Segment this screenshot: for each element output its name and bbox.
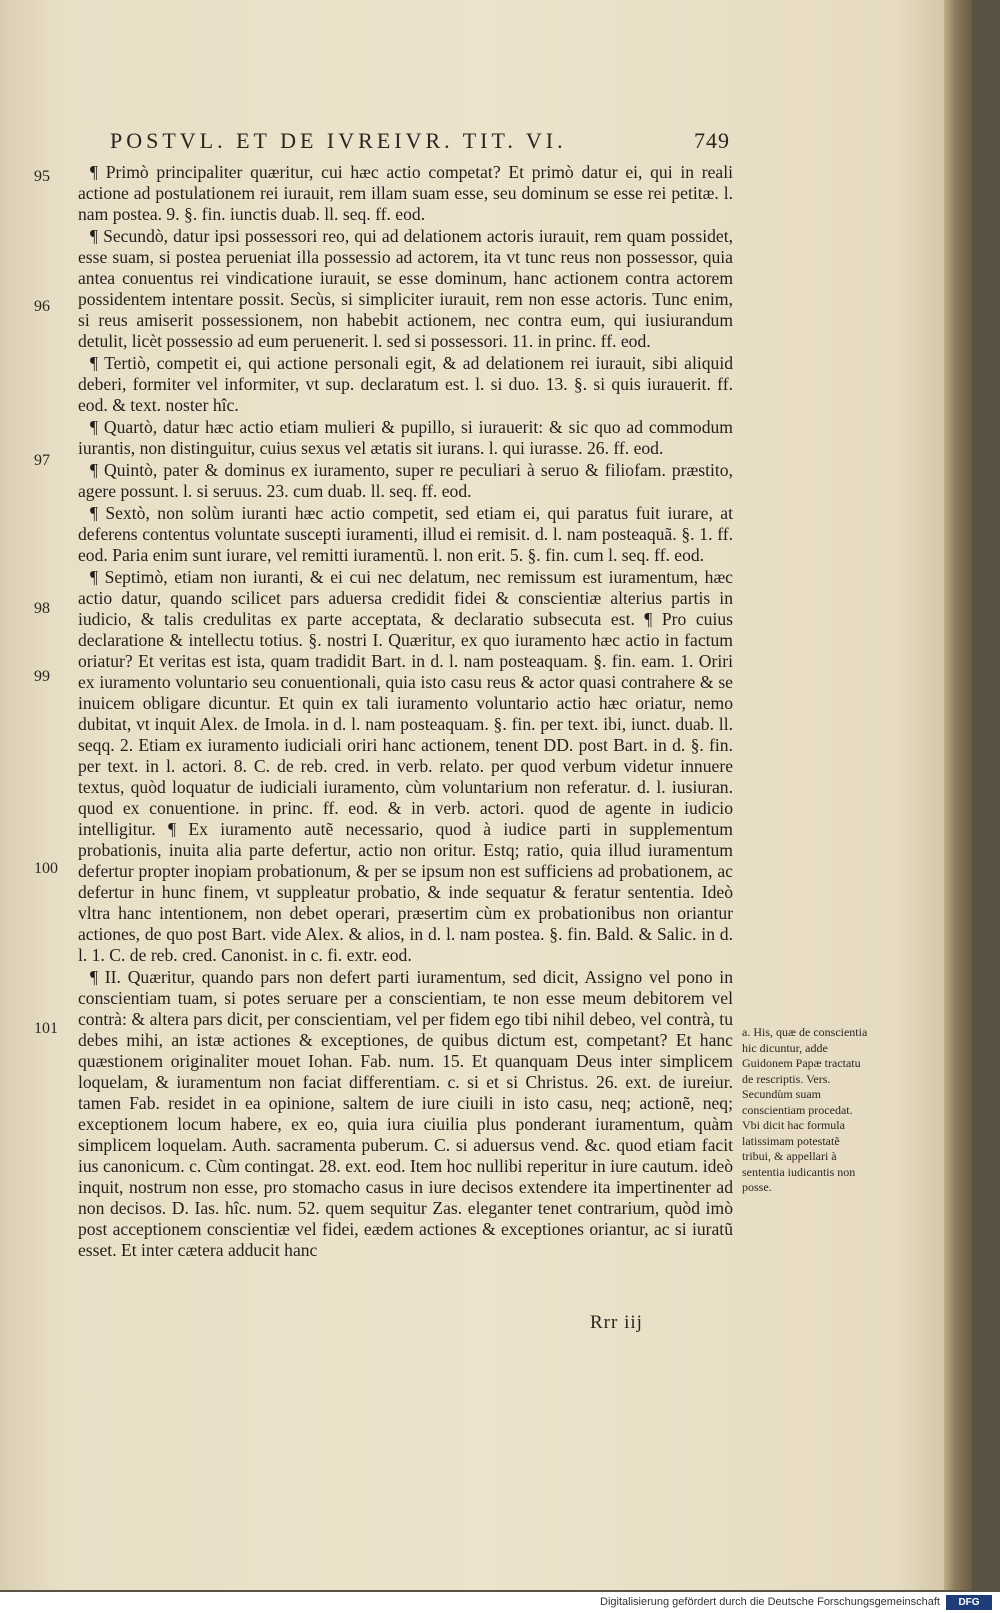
- margin-number: 96: [34, 298, 50, 315]
- margin-number: 95: [34, 168, 50, 185]
- margin-number: 98: [34, 600, 50, 617]
- paragraph: ¶ Tertiò, competit ei, qui actione personali egit, & ad delationem rei iurauit, sibi aliquid deberi, formiter vel informiter, vt sup. declaratum est. l. si duo. 13. §. si quis iurauerit. ff. eod. & text. noster hîc.: [78, 353, 733, 415]
- running-head-title: POSTVL. ET DE IVREIVR. TIT. VI.: [110, 128, 567, 153]
- page-edge: [944, 0, 972, 1590]
- margin-number: 99: [34, 668, 50, 685]
- paragraph: ¶ Primò principaliter quæritur, cui hæc actio competat? Et primò datur ei, qui in reali actione ad postulationem rei iurauit, rem illam suam esse, seu dominum se esse rei petitæ. l. nam postea. 9. §. fin. iunctis duab. ll. seq. ff. eod.: [78, 162, 733, 224]
- footer-bar: [0, 1592, 1000, 1613]
- signature-mark: Rrr iij: [590, 1312, 643, 1333]
- folio-number: 749: [694, 128, 730, 153]
- paragraph: ¶ Quartò, datur hæc actio etiam mulieri & pupillo, si iurauerit: & sic quo ad commodum iurantis, non distinguitur, cuius sexus vel ætatis sit iurans. l. qui iurasse. 26. ff. eod.: [78, 417, 733, 458]
- paragraph: ¶ Secundò, datur ipsi possessori reo, qui ad delationem actoris iurauit, rem quam possidet, esse suam, si postea perueniat illa possessio ad actorem, ita vt tunc reus non possessor, quia antea conuentus rei vindicatione iurauit, se esse dominum, hanc actionem contra actorem possidentem intentare possit. Secùs, si simpliciter iurauit, rem non esse actoris. Tunc enim, si reus amiserit possessionem, non habebit actionem, nec contra eum, qui iusiurandum detulit, licèt possessio ad eum peruenerit. l. sed si possessori. 11. in princ. ff. eod.: [78, 226, 733, 351]
- main-text: [78, 162, 733, 1262]
- margin-number: 101: [34, 1020, 58, 1037]
- running-head: [110, 128, 730, 154]
- footer-credit: Digitalisierung gefördert durch die Deutsche Forschungsgemeinschaft: [600, 1596, 940, 1608]
- margin-number: 100: [34, 860, 58, 877]
- paragraph: ¶ Septimò, etiam non iuranti, & ei cui nec delatum, nec remissum est iuramentum, hæc actio datur, quando scilicet pars aduersa credidit fidei & conscientiæ alterius partis in iudicio, & talis credulitas ex parte acceptata, & declaratio subsecuta est. ¶ Pro cuius declaratione & intellectu totius. §. nostri I. Quæritur, ex quo iuramento hæc actio in factum oriatur? Et veritas est ista, quam tradidit Bart. in d. l. nam posteaquam. §. fin. eam. 1. Oriri ex iuramento voluntario seu conuentionali, quia isto casu reus & actor quasi contrahere & se inuicem obligare dicuntur. Et quin ex tali iuramento voluntario actio hæc oriatur, nemo dubitat, vt inquit Alex. de Imola. in d. l. nam posteaquam. §. fin. per text. ibi, iunct. duab. ll. seqq. 2. Etiam ex iuramento iudiciali oriri hanc actionem, tenent DD. post Bart. in d. §. fin. per text. in l. actori. 8. C. de reb. cred. in verb. relato. per quod verbum videtur innuere textus, quòd loquatur de iudiciali iuramento, cùm voluntarium non referatur. d. l. iusiuran. quod ex conuentione. in princ. ff. eod. & in verb. actori. quod de agente in iudicio intelligitur. ¶ Ex iuramento autẽ necessario, quod à iudice parti in supplementum probationis, inuita alia parte defertur, actio non oritur. Estq; ratio, quia illud iuramentum defertur propter inopiam probationum, & per se ipsum non est sufficiens ad probationem, ac defertur in hunc finem, vt suppleatur probatio, & inde sequatur & feratur sententia. Ideò vltra hanc intentionem, non debet operari, præsertim cùm ex probationibus non oriantur actiones, de quo post Bart. vide Alex. & alios, in d. l. nam postea. §. fin. Bald. & Salic. in d. l. 1. C. de reb. cred. Canonist. in c. fi. extr. eod.: [78, 567, 733, 965]
- paragraph: ¶ Sextò, non solùm iuranti hæc actio competit, sed etiam ei, qui paratus fuit iurare, at deferens contentus voluntate suscepti iuramenti, illud ei remisit. d. l. nam posteaquã. §. 1. ff. eod. Paria enim sunt iurare, vel remitti iuramentũ. l. non erit. 5. §. fin. cum l. seq. ff. eod.: [78, 503, 733, 565]
- dfg-logo: DFG: [946, 1595, 992, 1610]
- paragraph: ¶ II. Quæritur, quando pars non defert parti iuramentum, sed dicit, Assigno vel pono in conscientiam tuam, si potes seruare per a conscientiam, te non esse meum debitorem vel contrà: & altera pars dicit, per conscientiam, vel per fidem ego tibi nihil debeo, vel contrà, tu debes mihi, an istæ actiones & exceptiones, de quibus dictum est, competant? Et hanc quæstionem originaliter mouet Iohan. Fab. num. 15. Et quanquam Deus inter simplicem loquelam, & iuramentum non faciat differentiam. c. si et si Christus. 26. ext. de iureiur. tamen Fab. residet in ea opinione, saltem de iure ciuili in isto casu, neq; actionẽ, neq; exceptionem locum habere, ex eo, quia iura ciuilia plus ponderant iuramentum, quàm simplicem loquelam. Auth. sacramenta puberum. C. si aduersus vend. &c. quod etiam facit ius canonicum. c. Cùm contingat. 28. ext. eod. Item hoc nullibi reperitur in iure cautum. ideò inquit, nostrum non esse, pro stomacho casus in iure decisos extendere ita impertinenter ad non decisos. D. Ias. hîc. num. 52. quem sequitur Zas. eleganter tenet contrarium, quòd imò post acceptionem conscientiæ vel fidei, eædem actiones & exceptiones oriantur, ac si iuratũ esset. Et inter cætera adducit hanc: [78, 967, 733, 1260]
- margin-number: 97: [34, 452, 50, 469]
- paragraph: ¶ Quintò, pater & dominus ex iuramento, super re peculiari à seruo & filiofam. præstito, agere possunt. l. si seruus. 23. cum duab. ll. seq. ff. eod.: [78, 460, 733, 501]
- margin-note: a. His, quæ de conscientia hic dicuntur, adde Guidonem Papæ tractatu de rescriptis. Vers. Secundùm suam conscientiam procedat. Vbi dicit hac formula latissimam potestatẽ tribui, & appellari à sententia iudicantis non posse.: [742, 1025, 868, 1194]
